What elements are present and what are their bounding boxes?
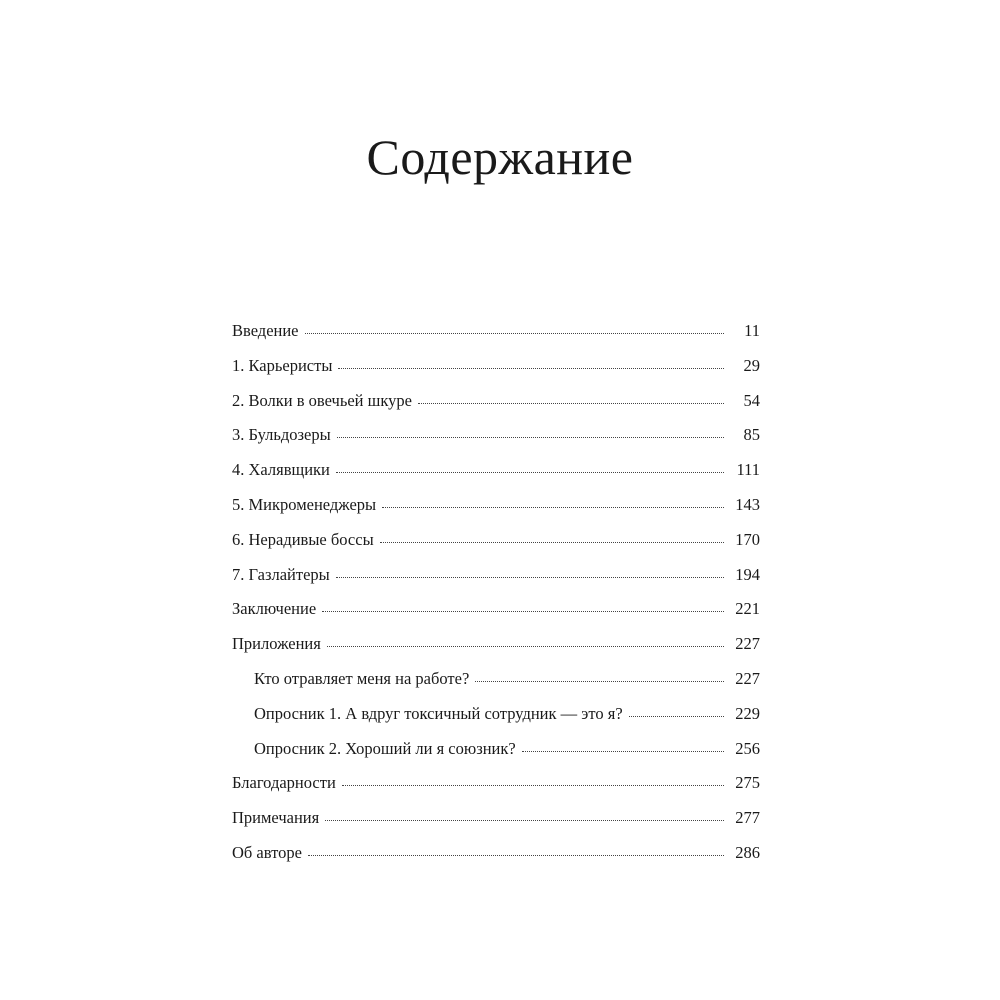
toc-entry-label: Примечания [232,808,320,828]
toc-leader-dots [380,542,724,543]
table-of-contents [232,314,760,871]
toc-entry-page: 277 [735,808,760,828]
toc-entry-page: 256 [735,738,760,758]
toc-entry [232,558,760,593]
toc-entry-page: 227 [735,668,760,688]
toc-entry-label: Введение [232,321,299,340]
toc-leader-dots [305,333,724,334]
toc-entry-label: 7. Газлайтеры [232,564,330,584]
toc-entry-label: Благодарности [232,773,336,793]
toc-entry-label: 2. Волки в овечьей шкуре [232,390,412,410]
page-title: Содержание [366,129,634,185]
toc-subentry [232,732,760,767]
toc-entry-page: 29 [743,355,760,375]
toc-leader-dots [629,716,724,717]
toc-leader-dots [382,507,724,508]
toc-entry [232,314,760,349]
toc-entry-page: 143 [735,494,760,514]
toc-entry [232,523,760,558]
toc-entry-page: 194 [735,564,760,584]
toc-entry-label: Заключение [232,599,317,619]
toc-leader-dots [322,611,724,612]
toc-entry-page: 275 [735,773,760,793]
toc-entry-label: 6. Нерадивые боссы [232,529,374,549]
toc-entry-page: 54 [743,390,760,410]
toc-entry-label: 1. Карьеристы [232,355,333,375]
toc-entry [232,418,760,453]
toc-entry-label: Опросник 2. Хороший ли я союзник? [254,738,516,758]
toc-leader-dots [308,855,724,856]
toc-entry [232,384,760,419]
toc-entry-page: 170 [735,529,760,549]
toc-entry [232,592,760,627]
toc-leader-dots [327,646,724,647]
toc-entry-page: 229 [735,703,760,723]
toc-entry-label: Об авторе [232,842,302,862]
toc-leader-dots [325,820,724,821]
toc-entry-page: 221 [735,599,760,619]
toc-leader-dots [338,368,724,369]
toc-subentry [232,662,760,697]
toc-entry-page: 11 [744,321,760,340]
toc-entry-label: 4. Халявщики [232,460,330,480]
toc-entry [232,801,760,836]
toc-entry [232,766,760,801]
toc-entry-label: 5. Микроменеджеры [232,494,377,514]
toc-entry-page: 227 [735,634,760,654]
toc-entry [232,453,760,488]
toc-entry-label: Приложения [232,634,321,654]
toc-leader-dots [337,437,724,438]
toc-leader-dots [475,681,724,682]
toc-entry [232,349,760,384]
toc-leader-dots [418,403,724,404]
toc-leader-dots [522,751,724,752]
toc-leader-dots [336,472,724,473]
toc-entry-label: Кто отравляет меня на работе? [254,668,470,688]
toc-leader-dots [336,577,724,578]
toc-subentry [232,697,760,732]
toc-leader-dots [342,785,724,786]
toc-entry-page: 111 [736,460,760,480]
toc-entry [232,627,760,662]
toc-entry-page: 85 [743,425,760,445]
toc-entry [232,488,760,523]
toc-entry-page: 286 [735,842,760,862]
toc-entry-label: Опросник 1. А вдруг токсичный сотрудник — это я? [254,703,623,723]
toc-entry [232,836,760,871]
toc-entry-label: 3. Бульдозеры [232,425,331,445]
